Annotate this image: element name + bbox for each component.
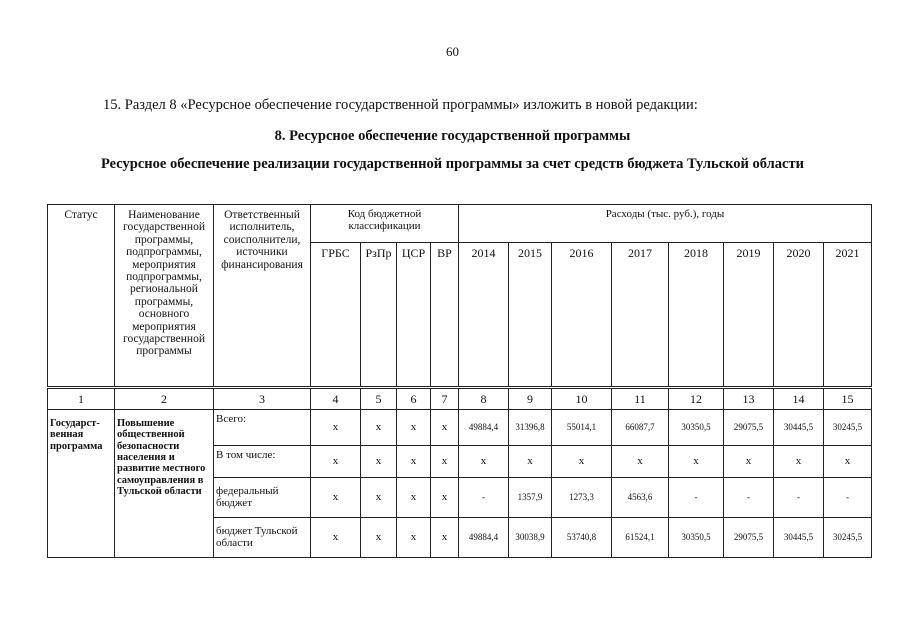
header-year: 2021 (824, 243, 872, 388)
header-expenses: Расходы (тыс. руб.), годы (459, 205, 872, 243)
value-cell: - (459, 478, 509, 518)
value-cell: 30350,5 (669, 410, 724, 446)
value-cell: x (824, 446, 872, 478)
value-cell: - (724, 478, 774, 518)
column-number: 1 (48, 388, 115, 410)
value-cell: 55014,1 (552, 410, 612, 446)
source-cell: Всего: (214, 410, 311, 446)
column-number-row (48, 388, 872, 410)
code-cell: x (361, 446, 397, 478)
header-year: 2016 (552, 243, 612, 388)
program-name-cell: Повышение общественной безопасности населения и развитие местного самоуправления в Тульской области (115, 410, 214, 558)
value-cell: 4563,6 (612, 478, 669, 518)
code-cell: x (311, 478, 361, 518)
code-cell: x (431, 446, 459, 478)
value-cell: x (509, 446, 552, 478)
value-cell: 30245,5 (824, 410, 872, 446)
value-cell: x (724, 446, 774, 478)
header-year: 2017 (612, 243, 669, 388)
value-cell: - (774, 478, 824, 518)
table-title: Ресурсное обеспечение реализации государственной программы за счет средств бюджета Тульской области (101, 156, 804, 172)
value-cell: 66087,7 (612, 410, 669, 446)
column-number: 5 (361, 388, 397, 410)
page-number: 60 (446, 44, 459, 59)
value-cell: 1273,3 (552, 478, 612, 518)
code-cell: x (361, 518, 397, 558)
code-cell: x (311, 446, 361, 478)
header-year: 2014 (459, 243, 509, 388)
header-budget-code: Код бюджетной классификации (311, 205, 459, 243)
column-number: 8 (459, 388, 509, 410)
header-executor: Ответственный исполнитель, соисполнители, источники финансирования (214, 205, 311, 388)
column-number: 6 (397, 388, 431, 410)
code-cell: x (397, 518, 431, 558)
value-cell: x (774, 446, 824, 478)
section-title: 8. Ресурсное обеспечение государственной программы (274, 128, 631, 144)
source-cell: федеральный бюджет (214, 478, 311, 518)
value-cell: 30038,9 (509, 518, 552, 558)
column-number: 14 (774, 388, 824, 410)
table-row (48, 410, 872, 446)
column-number: 7 (431, 388, 459, 410)
column-number: 9 (509, 388, 552, 410)
value-cell: x (612, 446, 669, 478)
value-cell: x (669, 446, 724, 478)
code-cell: x (431, 478, 459, 518)
value-cell: 31396,8 (509, 410, 552, 446)
code-cell: x (361, 410, 397, 446)
value-cell: 30445,5 (774, 410, 824, 446)
value-cell: - (669, 478, 724, 518)
column-number: 4 (311, 388, 361, 410)
value-cell: 29075,5 (724, 410, 774, 446)
code-cell: x (397, 478, 431, 518)
header-year: 2020 (774, 243, 824, 388)
source-cell: В том числе: (214, 446, 311, 478)
column-number: 11 (612, 388, 669, 410)
code-cell: x (397, 446, 431, 478)
resource-table (47, 204, 872, 558)
value-cell: x (459, 446, 509, 478)
header-year: 2015 (509, 243, 552, 388)
value-cell: 1357,9 (509, 478, 552, 518)
header-year: 2019 (724, 243, 774, 388)
source-cell: бюджет Тульской области (214, 518, 311, 558)
header-code: ГРБС (311, 243, 361, 388)
code-cell: x (397, 410, 431, 446)
value-cell: x (552, 446, 612, 478)
code-cell: x (311, 518, 361, 558)
header-row-1 (48, 205, 872, 243)
column-number: 12 (669, 388, 724, 410)
column-number: 2 (115, 388, 214, 410)
value-cell: 61524,1 (612, 518, 669, 558)
column-number: 10 (552, 388, 612, 410)
header-code: ВР (431, 243, 459, 388)
value-cell: 30445,5 (774, 518, 824, 558)
value-cell: 30245,5 (824, 518, 872, 558)
column-number: 3 (214, 388, 311, 410)
header-code: РзПр (361, 243, 397, 388)
intro-text: 15. Раздел 8 «Ресурсное обеспечение государственной программы» изложить в новой редакции: (103, 97, 698, 113)
status-cell: Государст-венная программа (48, 410, 115, 558)
code-cell: x (431, 410, 459, 446)
code-cell: x (311, 410, 361, 446)
column-number: 15 (824, 388, 872, 410)
value-cell: 49884,4 (459, 518, 509, 558)
code-cell: x (431, 518, 459, 558)
header-name: Наименование государственной программы, подпрограммы, мероприятия подпрограммы, региональной программы, основного мероприятия государственной программы (115, 205, 214, 388)
column-number: 13 (724, 388, 774, 410)
code-cell: x (361, 478, 397, 518)
header-code: ЦСР (397, 243, 431, 388)
value-cell: 53740,8 (552, 518, 612, 558)
header-year: 2018 (669, 243, 724, 388)
value-cell: 29075,5 (724, 518, 774, 558)
value-cell: 49884,4 (459, 410, 509, 446)
value-cell: 30350,5 (669, 518, 724, 558)
header-status: Статус (48, 205, 115, 388)
value-cell: - (824, 478, 872, 518)
